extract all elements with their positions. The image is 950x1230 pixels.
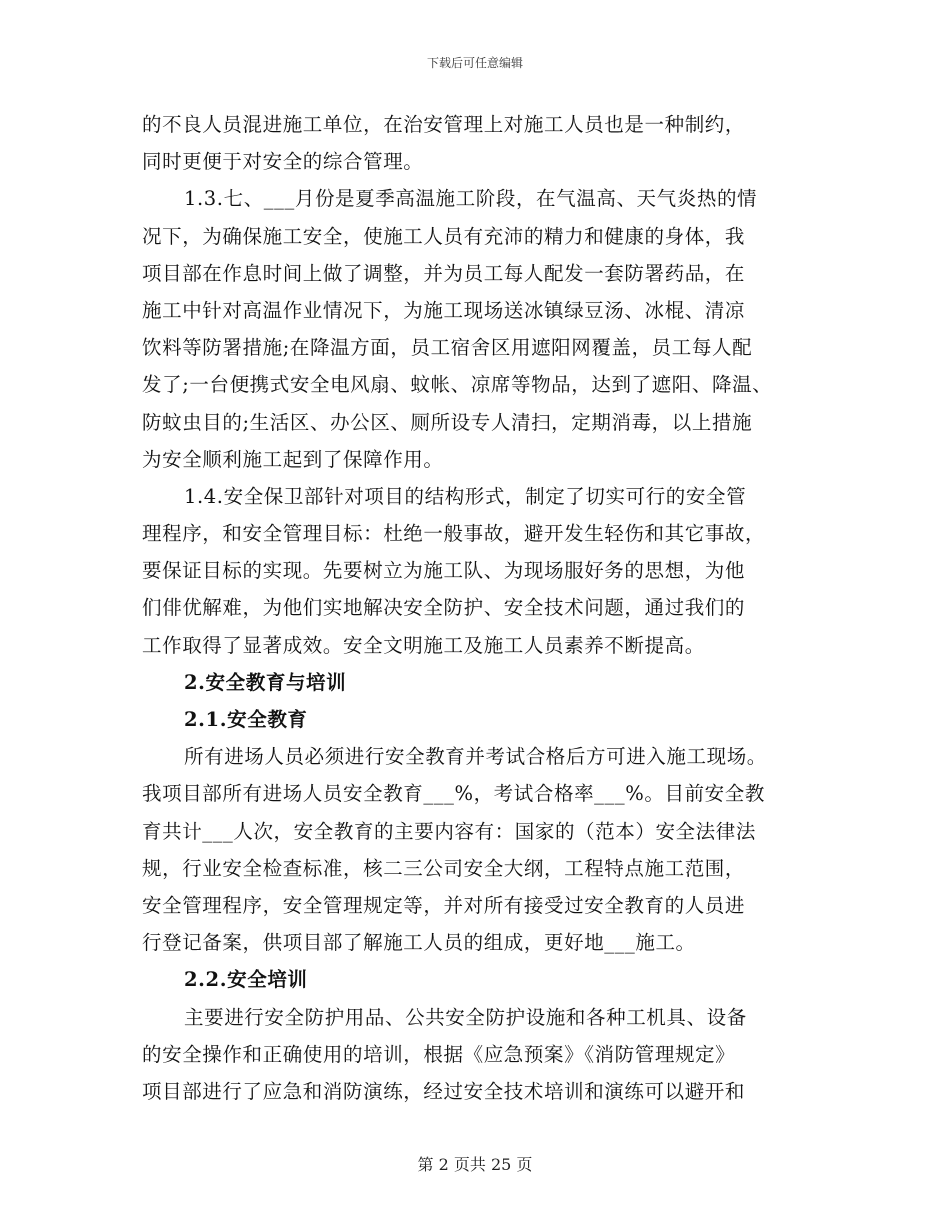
- text-line: 1.4.安全保卫部针对项目的结构形式，制定了切实可行的安全管: [184, 484, 747, 508]
- text-line: 为安全顺利施工起到了保障作用。: [142, 447, 444, 471]
- text-line: 工作取得了显著成效。安全文明施工及施工人员素养不断提高。: [142, 633, 705, 657]
- text-line: 饮料等防署措施;在降温方面，员工宿舍区用遮阳网覆盖，员工每人配: [142, 336, 753, 360]
- section-heading: 2.1.安全教育: [184, 708, 308, 731]
- text-line: 安全管理程序，安全管理规定等，并对所有接受过安全教育的人员进: [142, 893, 746, 917]
- text-line: 同时更便于对安全的综合管理。: [142, 150, 424, 174]
- text-line: 所有进场人员必须进行安全教育并考试合格后方可进入施工现场。: [184, 745, 767, 769]
- text-line: 育共计___人次，安全教育的主要内容有：国家的（范本）安全法律法: [142, 819, 756, 843]
- text-line: 况下，为确保施工安全，使施工人员有充沛的精力和健康的身体，我: [142, 224, 746, 248]
- text-line: 们俳优解难，为他们实地解决安全防护、安全技术问题，通过我们的: [142, 596, 746, 620]
- text-line: 的不良人员混进施工单位，在治安管理上对施工人员也是一种制约，: [142, 113, 746, 136]
- text-line: 主要进行安全防护用品、公共安全防护设施和各种工机具、设备: [184, 1005, 747, 1029]
- text-line: 我项目部所有进场人员安全教育___%，考试合格率___%。目前安全教: [142, 782, 765, 806]
- text-line: 项目部进行了应急和消防演练，经过安全技术培训和演练可以避开和: [142, 1079, 746, 1103]
- section-heading: 2.2.安全培训: [184, 968, 308, 992]
- text-line: 发了;一台便携式安全电风扇、蚊帐、凉席等物品，达到了遮阳、降温、: [142, 373, 773, 397]
- text-line: 项目部在作息时间上做了调整，并为员工每人配发一套防署药品，在: [142, 261, 746, 285]
- text-line: 规，行业安全检查标准，核二三公司安全大纲，工程特点施工范围，: [142, 856, 746, 880]
- page-header: 下载后可任意编辑: [426, 56, 523, 70]
- text-line: 要保证目标的实现。先要树立为施工队、为现场服好务的思想，为他: [142, 559, 746, 583]
- text-line: 行登记备案，供项目部了解施工人员的组成，更好地___施工。: [142, 931, 696, 955]
- text-line: 施工中针对高温作业情况下，为施工现场送冰镇绿豆汤、冰棍、清凉: [142, 298, 746, 322]
- section-heading: 2.安全教育与培训: [184, 670, 347, 694]
- text-line: 防蚊虫目的;生活区、办公区、厕所设专人清扫，定期消毒，以上措施: [142, 410, 753, 434]
- document-body: [142, 106, 810, 1110]
- page-footer: 第 2 页共 25 页: [417, 1155, 533, 1174]
- text-line: 的安全操作和正确使用的培训，根据《应急预案》《消防管理规定》: [142, 1042, 736, 1066]
- text-line: 理程序，和安全管理目标：杜绝一般事故，避开发生轻伤和其它事故，: [142, 522, 766, 546]
- text-line: 1.3.七、___月份是夏季高温施工阶段，在气温高、天气炎热的情: [184, 187, 758, 211]
